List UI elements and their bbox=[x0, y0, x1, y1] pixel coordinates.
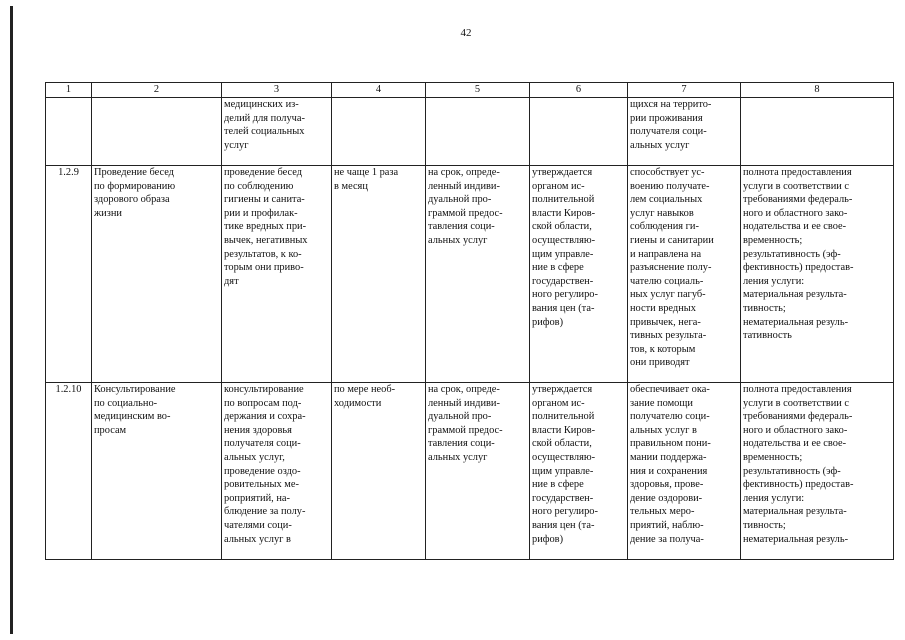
table-cell bbox=[46, 98, 92, 166]
services-table bbox=[45, 82, 894, 560]
column-header: 3 bbox=[222, 83, 332, 98]
table-row bbox=[46, 166, 894, 383]
service-indicators: полнота предоставления услуги в соответствии с требованиями федераль- ного и областного зако- нодательства и ее свое- временность; результативность (эф- фективность) предостав- ления услуги: материальная результа- тивность; нематериальная резуль- тативность bbox=[741, 166, 894, 383]
service-term: на срок, опреде- ленный индиви- дуальной про- граммой предос- тавления соци- альных услуг bbox=[426, 166, 530, 383]
service-conditions: способствует ус- воению получате- лем социальных услуг навыков соблюдения ги- гиены и санитарии и направлена на разъяснение полу- чателю социаль- ных услуг пагуб- ности вредных привычек, нега- тивных результа- тов, к которым они приводят bbox=[628, 166, 741, 383]
table-cell bbox=[426, 98, 530, 166]
row-number: 1.2.9 bbox=[46, 166, 92, 383]
service-frequency: по мере необ- ходимости bbox=[332, 383, 426, 560]
column-header: 8 bbox=[741, 83, 894, 98]
table-cell bbox=[92, 98, 222, 166]
column-header: 6 bbox=[530, 83, 628, 98]
service-conditions: обеспечивает ока- зание помощи получателю соци- альных услуг в правильном пони- мании поддержа- ния и сохранения здоровья, прове- дение оздорови- тельных меро- приятий, наблю- дение за получа- bbox=[628, 383, 741, 560]
table-cell: щихся на террито- рии проживания получателя соци- альных услуг bbox=[628, 98, 741, 166]
service-description: консультирование по вопросам под- держания и сохра- нения здоровья получателя соци- альных услуг, проведение оздо- ровительных ме- роприятий, на- блюдение за полу- чателями соци- альных услуг в bbox=[222, 383, 332, 560]
table-cell bbox=[332, 98, 426, 166]
page-number: 42 bbox=[460, 27, 472, 39]
table-cell bbox=[741, 98, 894, 166]
table-row bbox=[46, 383, 894, 560]
table-row-continuation bbox=[46, 98, 894, 166]
table-cell: медицинских из- делий для получа- телей социальных услуг bbox=[222, 98, 332, 166]
column-header: 2 bbox=[92, 83, 222, 98]
service-tariff: утверждается органом ис- полнительной власти Киров- ской области, осуществляю- щим управле- ние в сфере государствен- ного регулиро- вания цен (та- рифов) bbox=[530, 166, 628, 383]
column-header: 5 bbox=[426, 83, 530, 98]
column-header: 1 bbox=[46, 83, 92, 98]
service-description: проведение бесед по соблюдению гигиены и санита- рии и профилак- тике вредных при- вычек, негативных результатов, к ко- торым они приво- дят bbox=[222, 166, 332, 383]
service-name: Консультирование по социально- медицинским во- просам bbox=[92, 383, 222, 560]
row-number: 1.2.10 bbox=[46, 383, 92, 560]
service-indicators: полнота предоставления услуги в соответствии с требованиями федераль- ного и областного зако- нодательства и ее свое- временность; результативность (эф- фективность) предостав- ления услуги: материальная результа- тивность; нематериальная резуль- bbox=[741, 383, 894, 560]
column-header: 4 bbox=[332, 83, 426, 98]
margin-rule bbox=[10, 6, 13, 634]
table-header-row bbox=[46, 83, 894, 98]
service-frequency: не чаще 1 раза в месяц bbox=[332, 166, 426, 383]
table-cell bbox=[530, 98, 628, 166]
service-term: на срок, опреде- ленный индиви- дуальной про- граммой предос- тавления соци- альных услуг bbox=[426, 383, 530, 560]
service-tariff: утверждается органом ис- полнительной власти Киров- ской области, осуществляю- щим управле- ние в сфере государствен- ного регулиро- вания цен (та- рифов) bbox=[530, 383, 628, 560]
service-name: Проведение бесед по формированию здорового образа жизни bbox=[92, 166, 222, 383]
column-header: 7 bbox=[628, 83, 741, 98]
